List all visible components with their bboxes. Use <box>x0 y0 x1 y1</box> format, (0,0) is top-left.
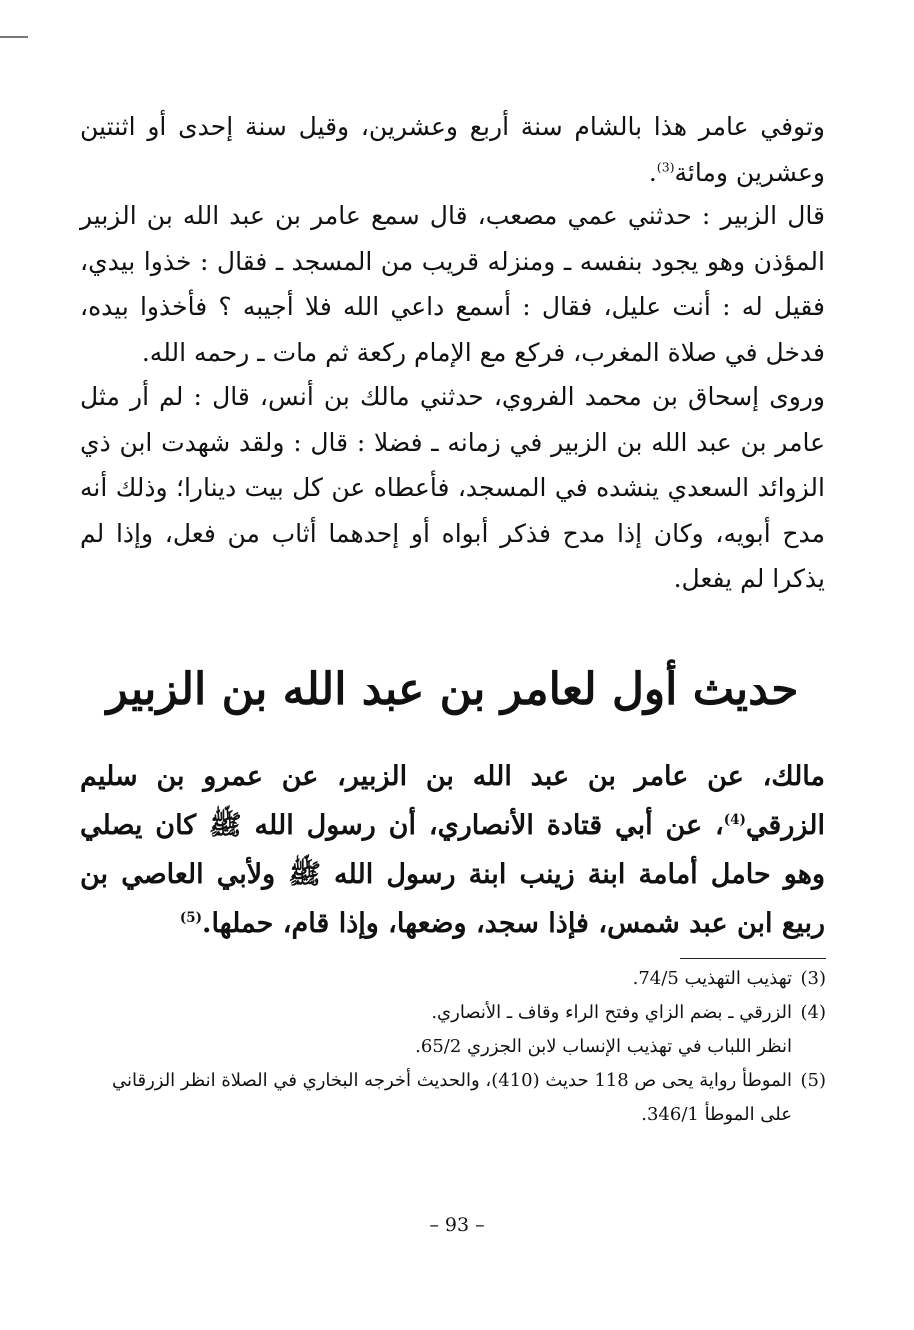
footnote-number: (5) <box>800 1070 826 1091</box>
footnote-line: انظر اللباب في تهذيب الإنساب لابن الجزري 65/2. <box>415 1036 792 1057</box>
footnote-body <box>70 962 792 996</box>
footnote-body <box>70 1064 792 1132</box>
hadith-text-part-1: مالك، عن عامر بن عبد الله بن الزبير، عن عمرو بن سليم الزرقي <box>80 761 825 841</box>
scan-mark <box>0 36 28 38</box>
body-paragraph-2: قال الزبير : حدثني عمي مصعب، قال سمع عامر بن عبد الله بن الزبير المؤذن وهو يجود بنفسه ـ ومنزله قريب من المسجد ـ فقال : خذوا بيدي، فقيل له : أنت عليل، فقال : أسمع داعي الله فلا أجيبه ؟ فأخذوا بيده، فدخل في صلاة المغرب، فركع مع الإمام ركعة ثم مات ـ رحمه الله. <box>80 201 825 367</box>
footnote-line: تهذيب التهذيب 74/5. <box>632 968 792 989</box>
hadith-text <box>80 752 825 948</box>
footnote-line: الموطأ رواية يحى ص 118 حديث (410)، والحديث أخرجه البخاري في الصلاة انظر الزرقاني <box>111 1070 792 1091</box>
footnote-number: (4) <box>800 1002 826 1023</box>
footnote-line: الزرقي ـ بضم الزاي وفتح الراء وقاف ـ الأنصاري. <box>431 1002 792 1023</box>
paragraph-1-end: . <box>648 157 657 187</box>
section-heading: حديث أول لعامر بن عبد الله بن الزبير <box>106 664 799 715</box>
footnote-5 <box>70 1064 826 1132</box>
footnote-body <box>70 996 792 1064</box>
footnotes <box>70 958 826 1132</box>
paragraph-1-text: وتوفي عامر هذا بالشام سنة أربع وعشرين، وقيل سنة إحدى أو اثنتين وعشرين ومائة <box>80 112 825 187</box>
footnote-line: على الموطأ 346/1. <box>641 1104 792 1125</box>
footnote-ref-4[interactable]: (4) <box>723 812 746 828</box>
hadith-text-part-2: ، عن أبي قتادة الأنصاري، أن رسول الله ﷺ كان يصلي وهو حامل أمامة ابنة زينب ابنة رسول الله ﷺ ولأبي العاصي بن ربيع ابن عبد شمس، فإذا سجد، وضعها، وإذا قام، حملها. <box>80 810 825 939</box>
footnote-3 <box>70 962 826 996</box>
body-paragraph-3: وروى إسحاق بن محمد الفروي، حدثني مالك بن أنس، قال : لم أر مثل عامر بن عبد الله بن الزبير في زمانه ـ فضلا : قال : ولقد شهدت ابن ذي الزوائد السعدي ينشده في المسجد، فأعطاه عن كل بيت دينارا؛ وذلك أنه مدح أبويه، وكان إذا مدح فذكر أبواه أو إحدهما أثاب من فعل، وإذا لم يذكرا لم يفعل. <box>80 382 825 593</box>
body-paragraph-1 <box>80 104 825 195</box>
footnote-4 <box>70 996 826 1064</box>
footnote-ref-3[interactable]: (3) <box>656 159 675 175</box>
footnote-ref-5[interactable]: (5) <box>179 910 203 926</box>
footnote-number: (3) <box>800 968 826 989</box>
page-number: – 93 – <box>429 1214 485 1236</box>
